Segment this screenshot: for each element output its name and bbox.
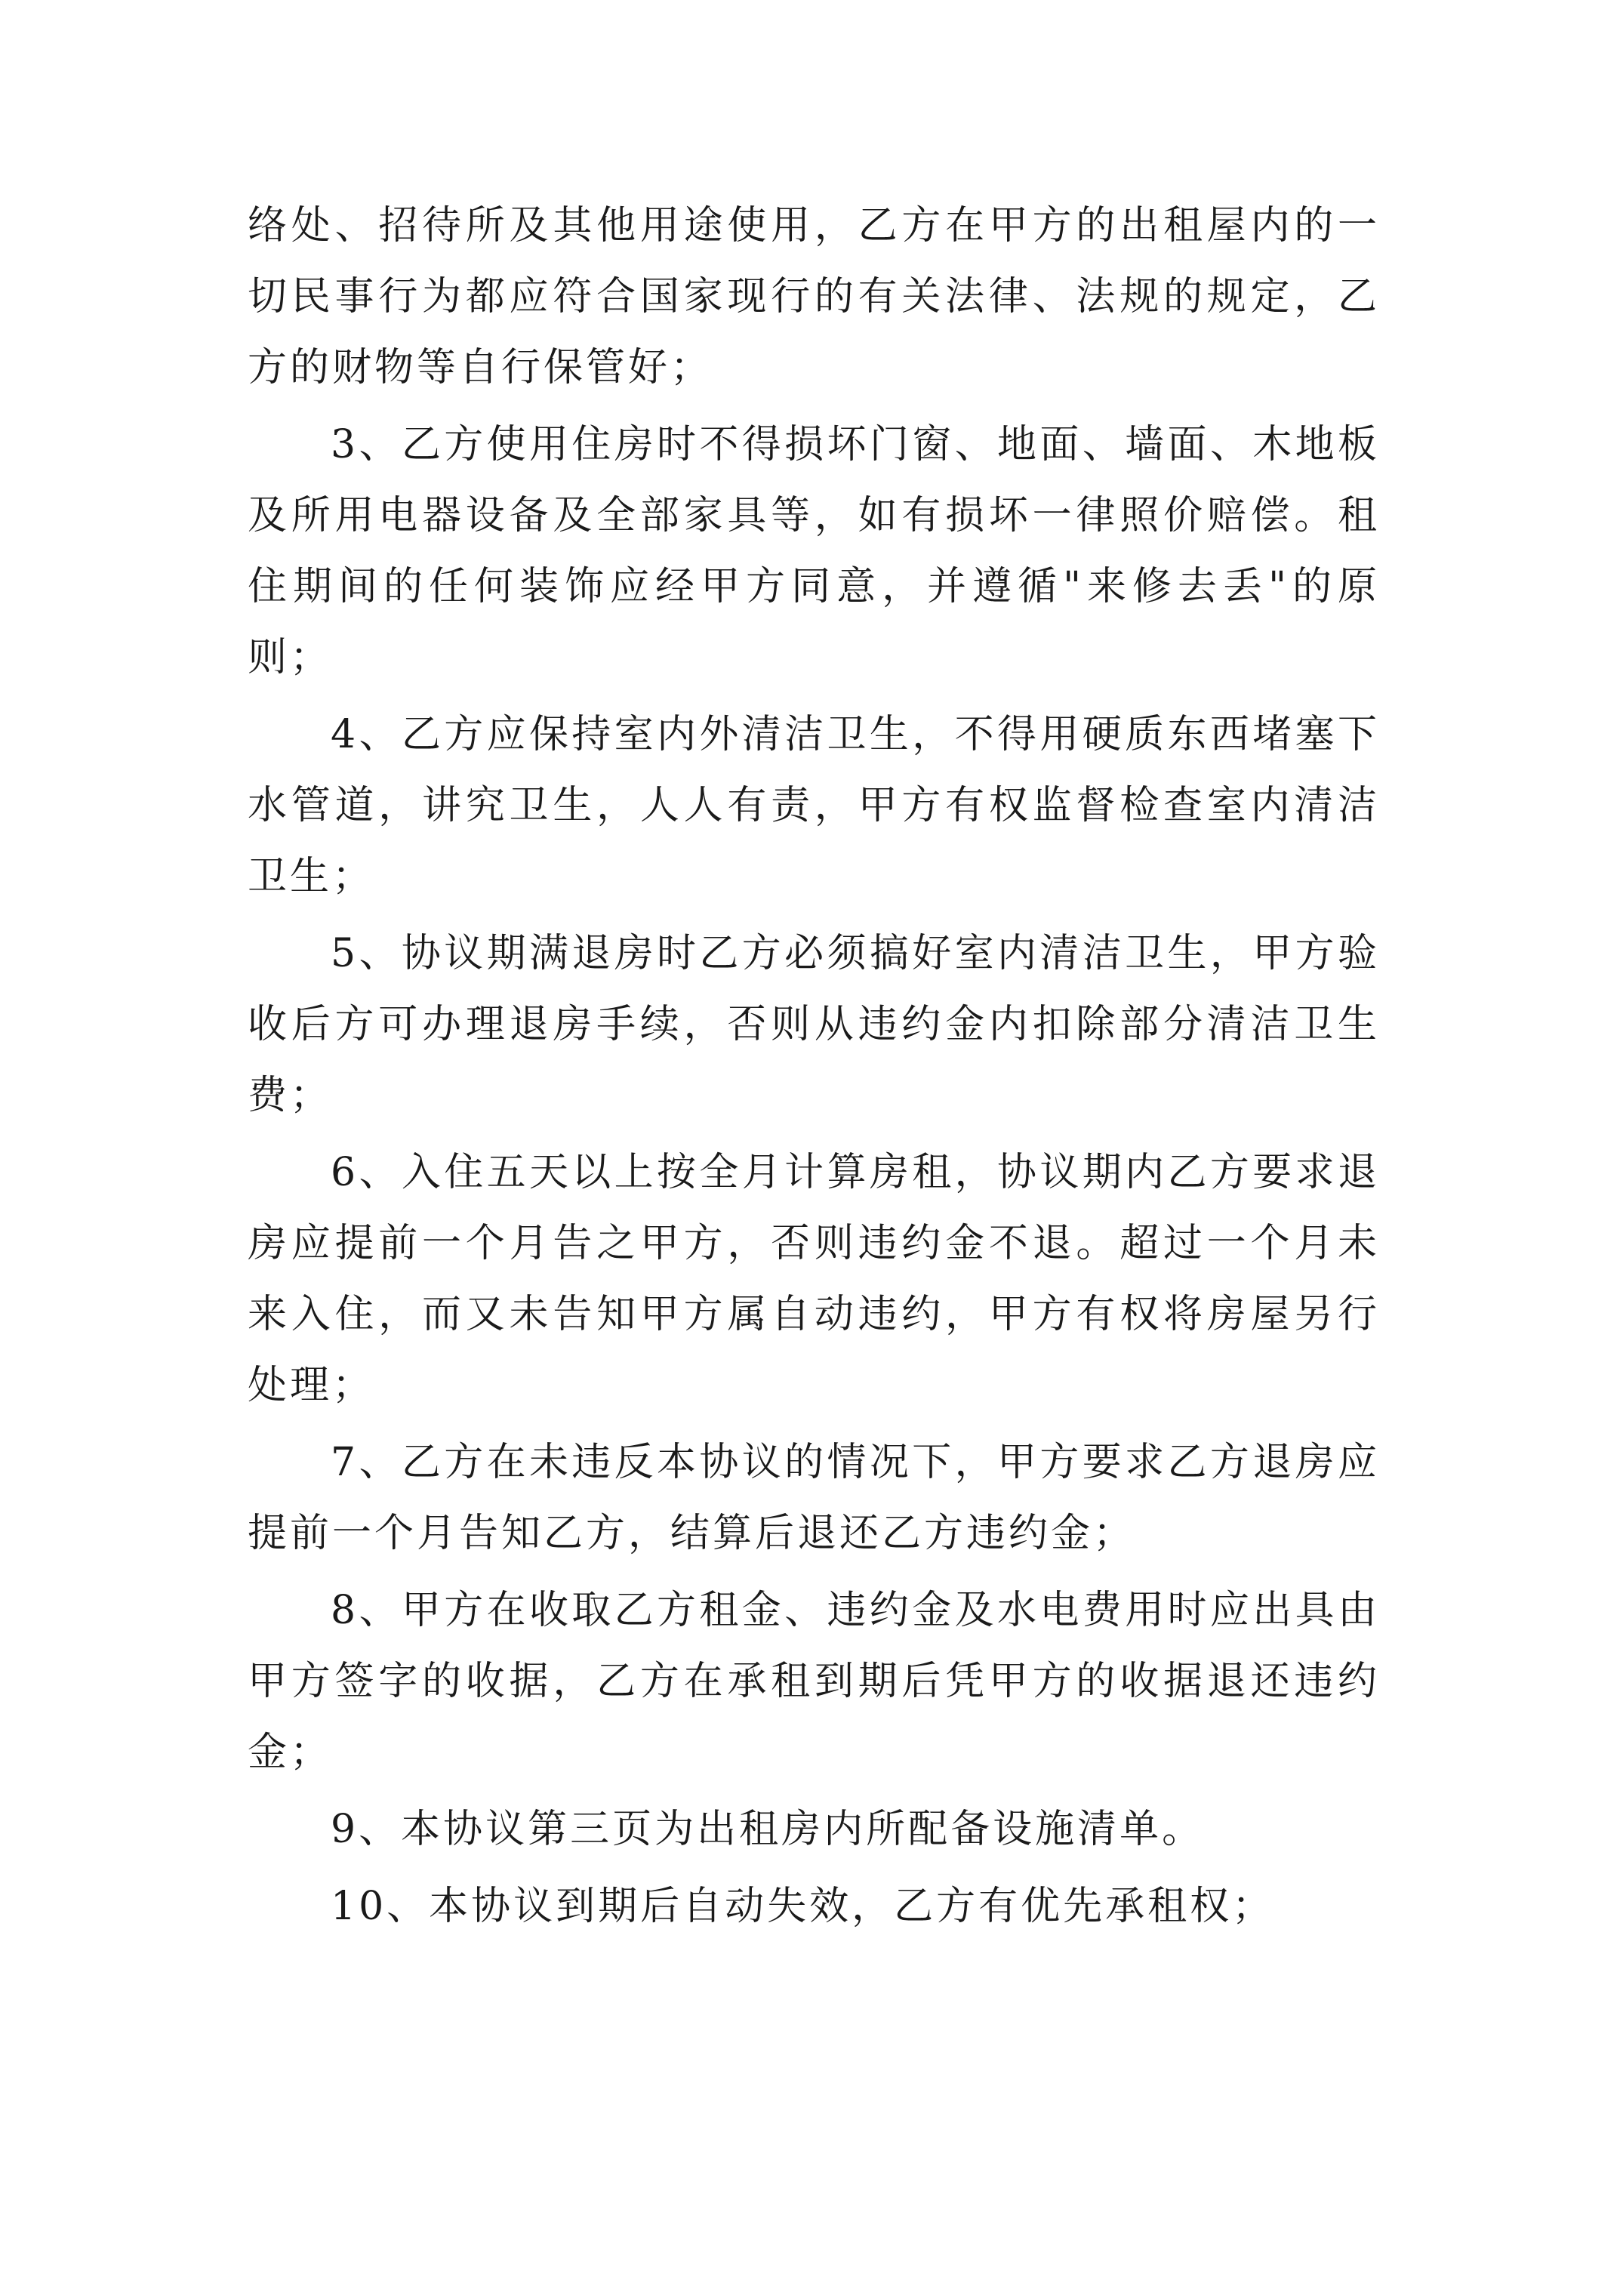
document-body [248,190,1380,1942]
paragraph-clause-4: 4、乙方应保持室内外清洁卫生，不得用硬质东西堵塞下水管道，讲究卫生，人人有责，甲方有权监督检查室内清洁卫生； [248,712,1380,899]
paragraph-clause-7: 7、乙方在未违反本协议的情况下，甲方要求乙方退房应提前一个月告知乙方，结算后退还乙方违约金； [248,1440,1380,1556]
paragraph-clause-6: 6、入住五天以上按全月计算房租，协议期内乙方要求退房应提前一个月告之甲方，否则违约金不退。超过一个月未来入住，而又未告知甲方属自动违约，甲方有权将房屋另行处理； [248,1150,1380,1408]
paragraph-clause-8: 8、甲方在收取乙方租金、违约金及水电费用时应出具由甲方签字的收据，乙方在承租到期后凭甲方的收据退还违约金； [248,1588,1380,1775]
paragraph-clause-10: 10、本协议到期后自动失效，乙方有优先承租权； [331,1884,1275,1929]
paragraph-continuation: 络处、招待所及其他用途使用，乙方在甲方的出租屋内的一切民事行为都应符合国家现行的有关法律、法规的规定，乙方的财物等自行保管好； [248,203,1380,390]
paragraph-clause-5: 5、协议期满退房时乙方必须搞好室内清洁卫生，甲方验收后方可办理退房手续，否则从违约金内扣除部分清洁卫生费； [248,931,1380,1118]
paragraph-clause-9: 9、本协议第三页为出租房内所配备设施清单。 [331,1807,1205,1852]
paragraph-clause-3: 3、乙方使用住房时不得损坏门窗、地面、墙面、木地板及所用电器设备及全部家具等，如有损坏一律照价赔偿。租住期间的任何装饰应经甲方同意，并遵循"来修去丢"的原则； [248,422,1380,680]
